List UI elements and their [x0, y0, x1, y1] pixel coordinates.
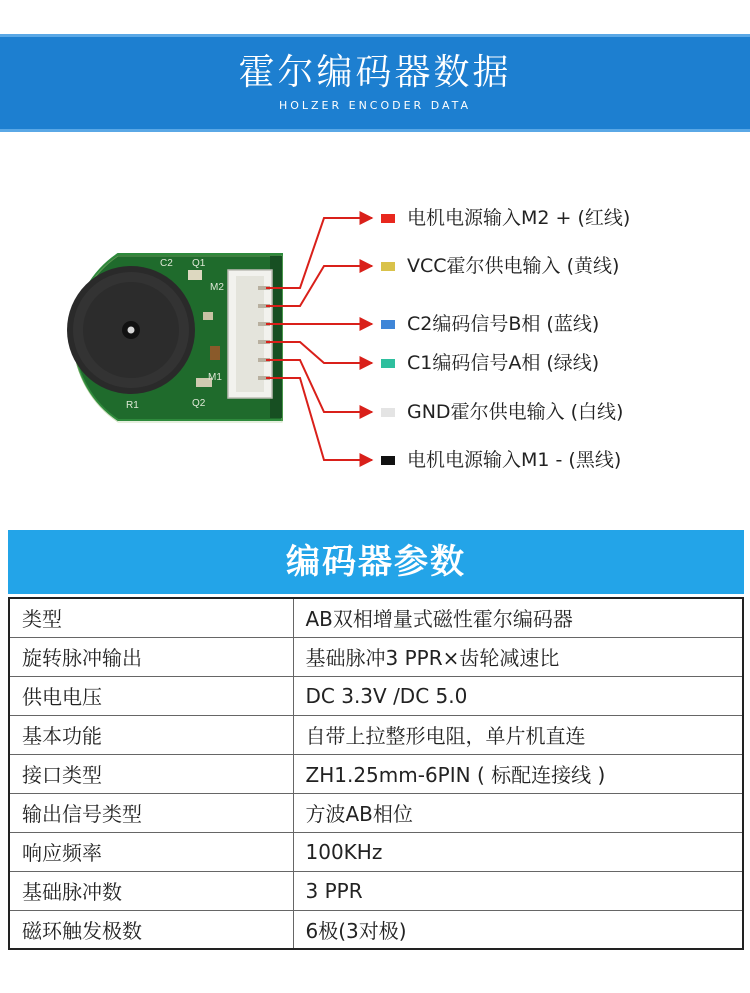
param-key: 基础脉冲数	[9, 871, 293, 910]
param-key: 输出信号类型	[9, 793, 293, 832]
param-value: AB双相增量式磁性霍尔编码器	[293, 598, 743, 637]
table-row	[9, 637, 743, 676]
yellow-wire-swatch	[381, 262, 395, 271]
table-row	[9, 832, 743, 871]
param-key: 接口类型	[9, 754, 293, 793]
param-value: DC 3.3V /DC 5.0	[293, 676, 743, 715]
header-banner	[0, 34, 750, 132]
param-value: 自带上拉整形电阻，单片机直连	[293, 715, 743, 754]
params-table	[8, 597, 744, 950]
param-key: 旋转脉冲输出	[9, 637, 293, 676]
param-key: 基本功能	[9, 715, 293, 754]
blue-wire-swatch	[381, 320, 395, 329]
table-row	[9, 598, 743, 637]
param-key: 响应频率	[9, 832, 293, 871]
page-title: 霍尔编码器数据	[238, 52, 512, 93]
component-r1	[210, 346, 220, 360]
silkscreen-c2: C2	[160, 258, 173, 269]
table-row	[9, 676, 743, 715]
table-row	[9, 871, 743, 910]
silkscreen-m1: M1	[208, 372, 222, 383]
param-value: 基础脉冲3 PPR×齿轮减速比	[293, 637, 743, 676]
wire-label-text: 电机电源输入M2 + (红线)	[407, 207, 631, 229]
table-row	[9, 715, 743, 754]
white-wire-swatch	[381, 408, 395, 417]
black-wire-swatch	[381, 456, 395, 465]
wire-label-m1-minus	[381, 448, 621, 472]
param-value: 方波AB相位	[293, 793, 743, 832]
param-key: 磁环触发极数	[9, 910, 293, 949]
wire-label-m2-plus	[381, 206, 630, 230]
silkscreen-q2: Q2	[192, 398, 206, 409]
table-row	[9, 793, 743, 832]
param-key: 供电电压	[9, 676, 293, 715]
param-value: ZH1.25mm-6PIN ( 标配连接线 )	[293, 754, 743, 793]
wire-label-text: C1编码信号A相 (绿线)	[407, 352, 600, 374]
silkscreen-r1: R1	[126, 400, 139, 411]
green-wire-swatch	[381, 359, 395, 368]
wire-label-text: VCC霍尔供电输入 (黄线)	[407, 255, 620, 277]
wire-label-c1	[381, 351, 599, 375]
param-value: 100KHz	[293, 832, 743, 871]
wire-label-c2	[381, 312, 599, 336]
param-value: 6极(3对极)	[293, 910, 743, 949]
silkscreen-q1: Q1	[192, 258, 206, 269]
wire-label-vcc	[381, 254, 619, 278]
param-key: 类型	[9, 598, 293, 637]
wire-label-text: C2编码信号B相 (蓝线)	[407, 313, 600, 335]
wire-label-gnd	[381, 400, 623, 424]
param-value: 3 PPR	[293, 871, 743, 910]
component-q1	[188, 270, 202, 280]
table-row	[9, 910, 743, 949]
encoder-board-illustration	[0, 170, 750, 500]
wire-label-text: 电机电源输入M1 - (黑线)	[407, 449, 622, 471]
component-c2	[203, 312, 213, 320]
red-wire-swatch	[381, 214, 395, 223]
table-row	[9, 754, 743, 793]
encoder-diagram	[0, 170, 750, 500]
wire-label-text: GND霍尔供电输入 (白线)	[407, 401, 624, 423]
page-subtitle: HOLZER ENCODER DATA	[278, 99, 472, 112]
silkscreen-m2: M2	[210, 282, 224, 293]
params-title: 编码器参数	[8, 530, 744, 594]
